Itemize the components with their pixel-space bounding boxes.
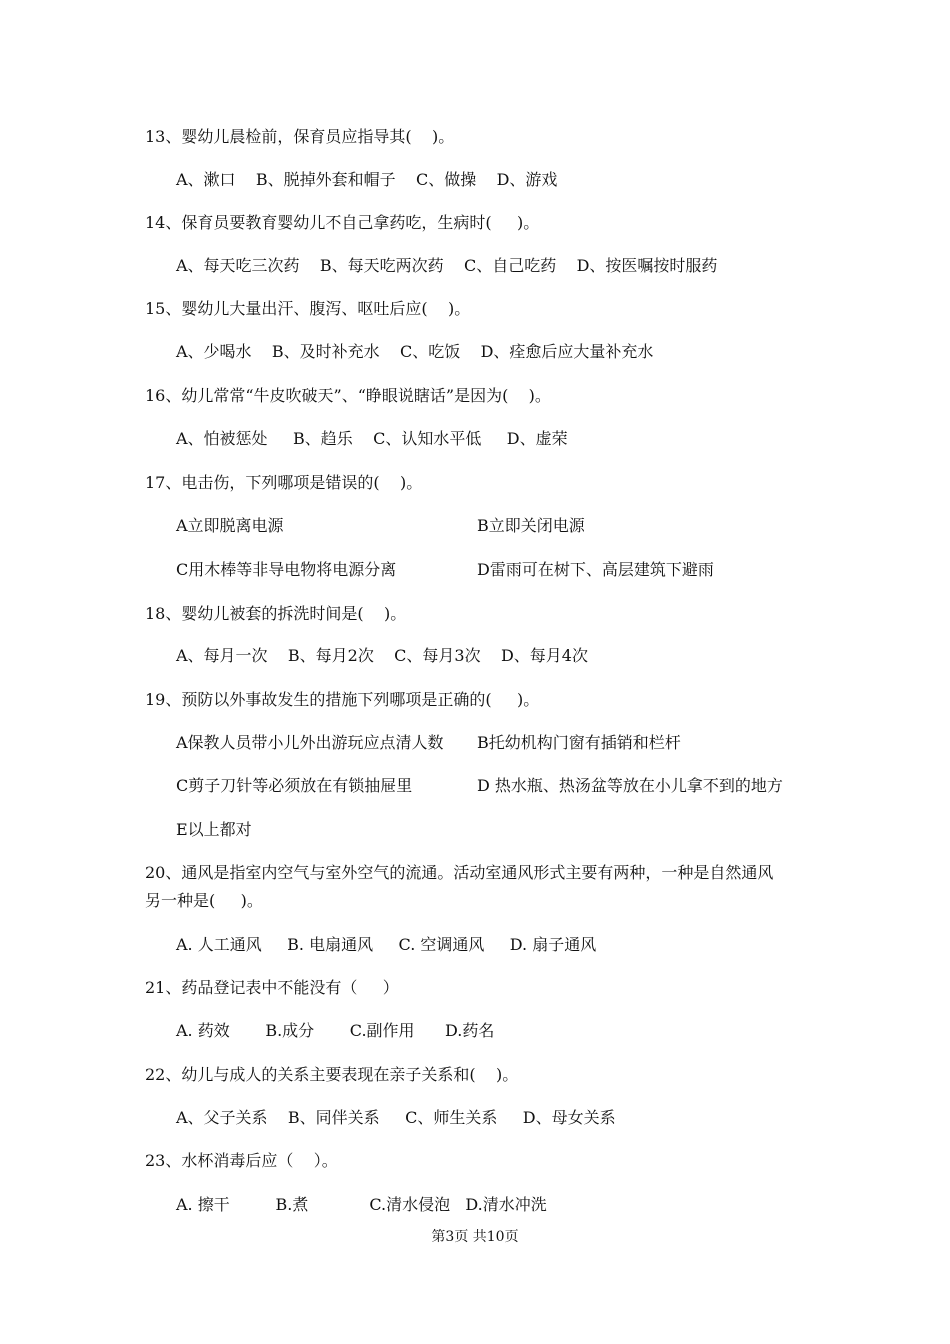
question-17-option-c: C用木棒等非导电物将电源分离: [176, 560, 397, 579]
question-17-option-a: A立即脱离电源: [176, 516, 284, 535]
question-19: 19、预防以外事故发生的措施下列哪项是正确的( )。: [145, 690, 540, 709]
question-21: 21、药品登记表中不能没有（ ）: [145, 978, 399, 997]
question-19-option-d: D 热水瓶、热汤盆等放在小儿拿不到的地方: [477, 776, 783, 795]
question-20: 20、通风是指室内空气与室外空气的流通。活动室通风形式主要有两种，一种是自然通风: [145, 863, 774, 882]
page-number-footer: 第3页 共10页: [431, 1229, 519, 1245]
question-19-option-b: B托幼机构门窗有插销和栏杆: [477, 733, 681, 752]
question-21-options: A. 药效 B.成分 C.副作用 D.药名: [176, 1021, 495, 1040]
question-13-options: A、漱口 B、脱掉外套和帽子 C、做操 D、游戏: [176, 170, 558, 189]
question-22-options: A、父子关系 B、同伴关系 C、师生关系 D、母女关系: [176, 1108, 616, 1127]
question-16: 16、幼儿常常“牛皮吹破天”、“睁眼说瞎话”是因为( )。: [145, 386, 551, 405]
question-23: 23、水杯消毒后应（ ）。: [145, 1151, 338, 1170]
question-19-option-c: C剪子刀针等必须放在有锁抽屉里: [176, 776, 413, 795]
question-17-option-b: B立即关闭电源: [477, 516, 585, 535]
question-18-options: A、每月一次 B、每月2次 C、每月3次 D、每月4次: [176, 646, 588, 665]
question-14-options: A、每天吃三次药 B、每天吃两次药 C、自己吃药 D、按医嘱按时服药: [176, 256, 718, 275]
question-20-continued: 另一种是( )。: [145, 891, 263, 910]
question-19-option-a: A保教人员带小儿外出游玩应点清人数: [176, 733, 444, 752]
question-15: 15、婴幼儿大量出汗、腹泻、呕吐后应( )。: [145, 299, 471, 318]
question-14: 14、保育员要教育婴幼儿不自己拿药吃，生病时( )。: [145, 213, 540, 232]
question-17: 17、电击伤，下列哪项是错误的( )。: [145, 473, 423, 492]
question-18: 18、婴幼儿被套的拆洗时间是( )。: [145, 604, 407, 623]
question-22: 22、幼儿与成人的关系主要表现在亲子关系和( )。: [145, 1065, 519, 1084]
question-20-options: A. 人工通风 B. 电扇通风 C. 空调通风 D. 扇子通风: [176, 935, 597, 954]
question-17-option-d: D雷雨可在树下、高层建筑下避雨: [477, 560, 714, 579]
question-19-option-e: E以上都对: [176, 820, 252, 839]
question-13: 13、婴幼儿晨检前，保育员应指导其( )。: [145, 127, 455, 146]
question-15-options: A、少喝水 B、及时补充水 C、吃饭 D、痊愈后应大量补充水: [176, 342, 654, 361]
question-16-options: A、怕被惩处 B、趋乐 C、认知水平低 D、虚荣: [176, 429, 568, 448]
question-23-options: A. 擦干 B.煮 C.清水侵泡 D.清水冲洗: [176, 1195, 547, 1214]
